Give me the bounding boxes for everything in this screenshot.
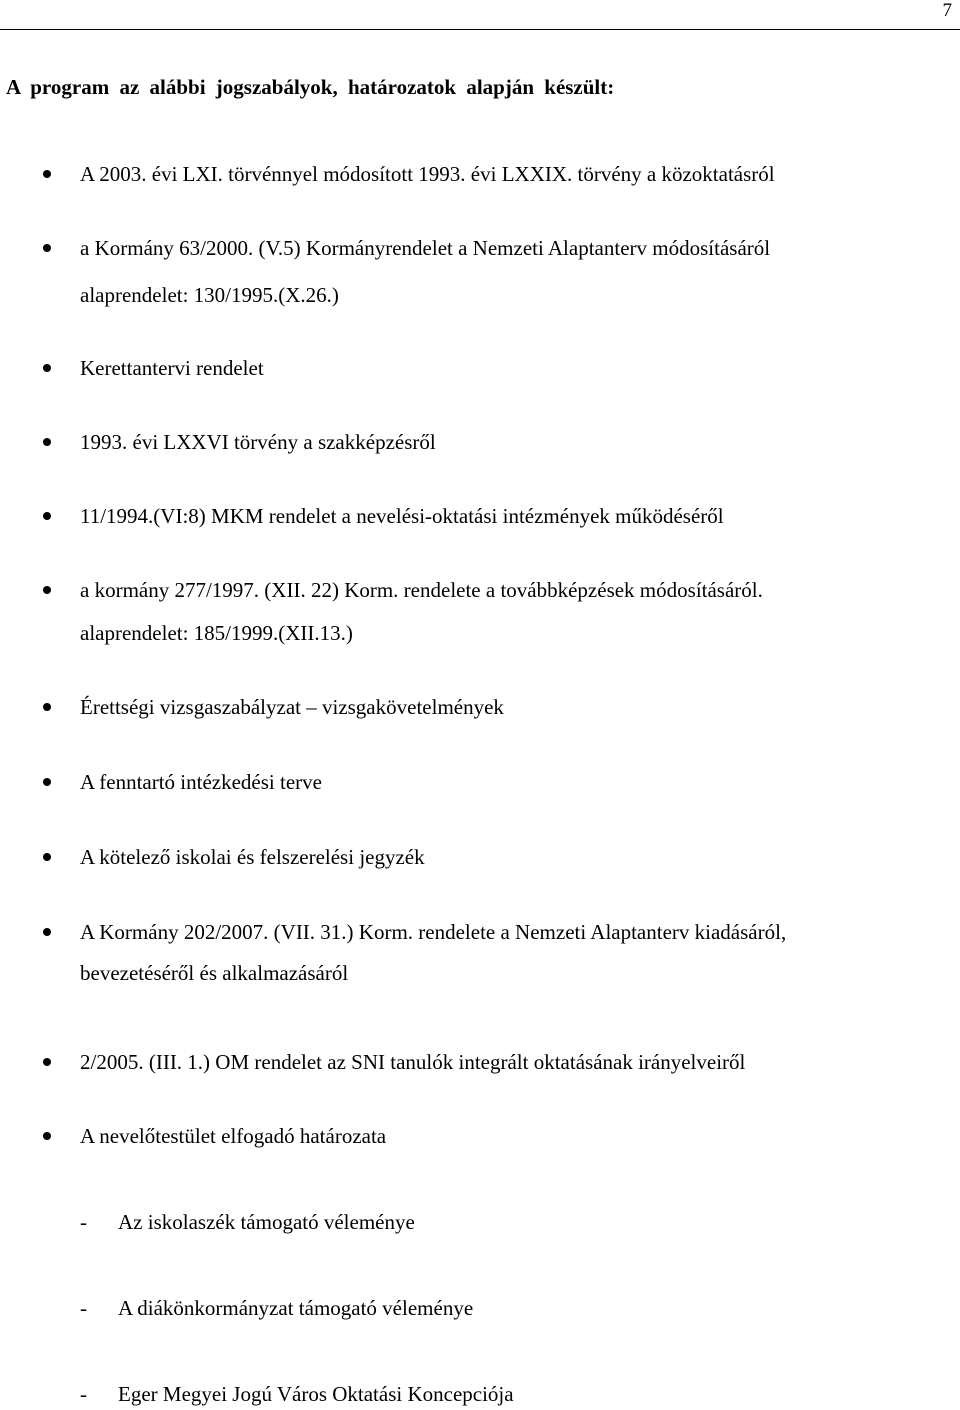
- list-item: A nevelőtestület elfogadó határozata: [80, 1124, 387, 1148]
- header-rule: [0, 29, 960, 30]
- bullet-icon: [43, 438, 51, 446]
- bullet-icon: [43, 364, 51, 372]
- list-item: A diákönkormányzat támogató véleménye: [118, 1296, 474, 1320]
- list-item: a kormány 277/1997. (XII. 22) Korm. rendelete a továbbképzések módosításáról.: [80, 578, 763, 602]
- list-item: A 2003. évi LXI. törvénnyel módosított 1993. évi LXXIX. törvény a közoktatásról: [80, 162, 775, 186]
- list-item-continuation: alaprendelet: 185/1999.(XII.13.): [80, 621, 353, 645]
- bullet-icon: [43, 244, 51, 252]
- list-item: 11/1994.(VI:8) MKM rendelet a nevelési-oktatási intézmények működéséről: [80, 504, 724, 528]
- list-item: 2/2005. (III. 1.) OM rendelet az SNI tanulók integrált oktatásának irányelveiről: [80, 1050, 746, 1074]
- list-item-continuation: alaprendelet: 130/1995.(X.26.): [80, 283, 339, 307]
- dash-marker: -: [80, 1382, 87, 1406]
- list-item: Az iskolaszék támogató véleménye: [118, 1210, 415, 1234]
- list-item: A Kormány 202/2007. (VII. 31.) Korm. rendelete a Nemzeti Alaptanterv kiadásáról,: [80, 920, 787, 944]
- bullet-icon: [43, 586, 51, 594]
- bullet-icon: [43, 778, 51, 786]
- bullet-icon: [43, 703, 51, 711]
- bullet-icon: [43, 853, 51, 861]
- list-item: A kötelező iskolai és felszerelési jegyzék: [80, 845, 425, 869]
- page-number: 7: [942, 0, 952, 21]
- section-heading: A program az alábbi jogszabályok, határozatok alapján készült:: [6, 75, 615, 99]
- list-item-continuation: bevezetéséről és alkalmazásáról: [80, 961, 349, 985]
- list-item: 1993. évi LXXVI törvény a szakképzésről: [80, 430, 436, 454]
- dash-marker: -: [80, 1210, 87, 1234]
- bullet-icon: [43, 928, 51, 936]
- bullet-icon: [43, 1058, 51, 1066]
- bullet-icon: [43, 1132, 51, 1140]
- list-item: Érettségi vizsgaszabályzat – vizsgakövetelmények: [80, 695, 504, 719]
- bullet-icon: [43, 170, 51, 178]
- list-item: Kerettantervi rendelet: [80, 356, 264, 380]
- dash-marker: -: [80, 1296, 87, 1320]
- list-item: a Kormány 63/2000. (V.5) Kormányrendelet a Nemzeti Alaptanterv módosításáról: [80, 236, 771, 260]
- list-item: Eger Megyei Jogú Város Oktatási Koncepciója: [118, 1382, 514, 1406]
- bullet-icon: [43, 512, 51, 520]
- list-item: A fenntartó intézkedési terve: [80, 770, 322, 794]
